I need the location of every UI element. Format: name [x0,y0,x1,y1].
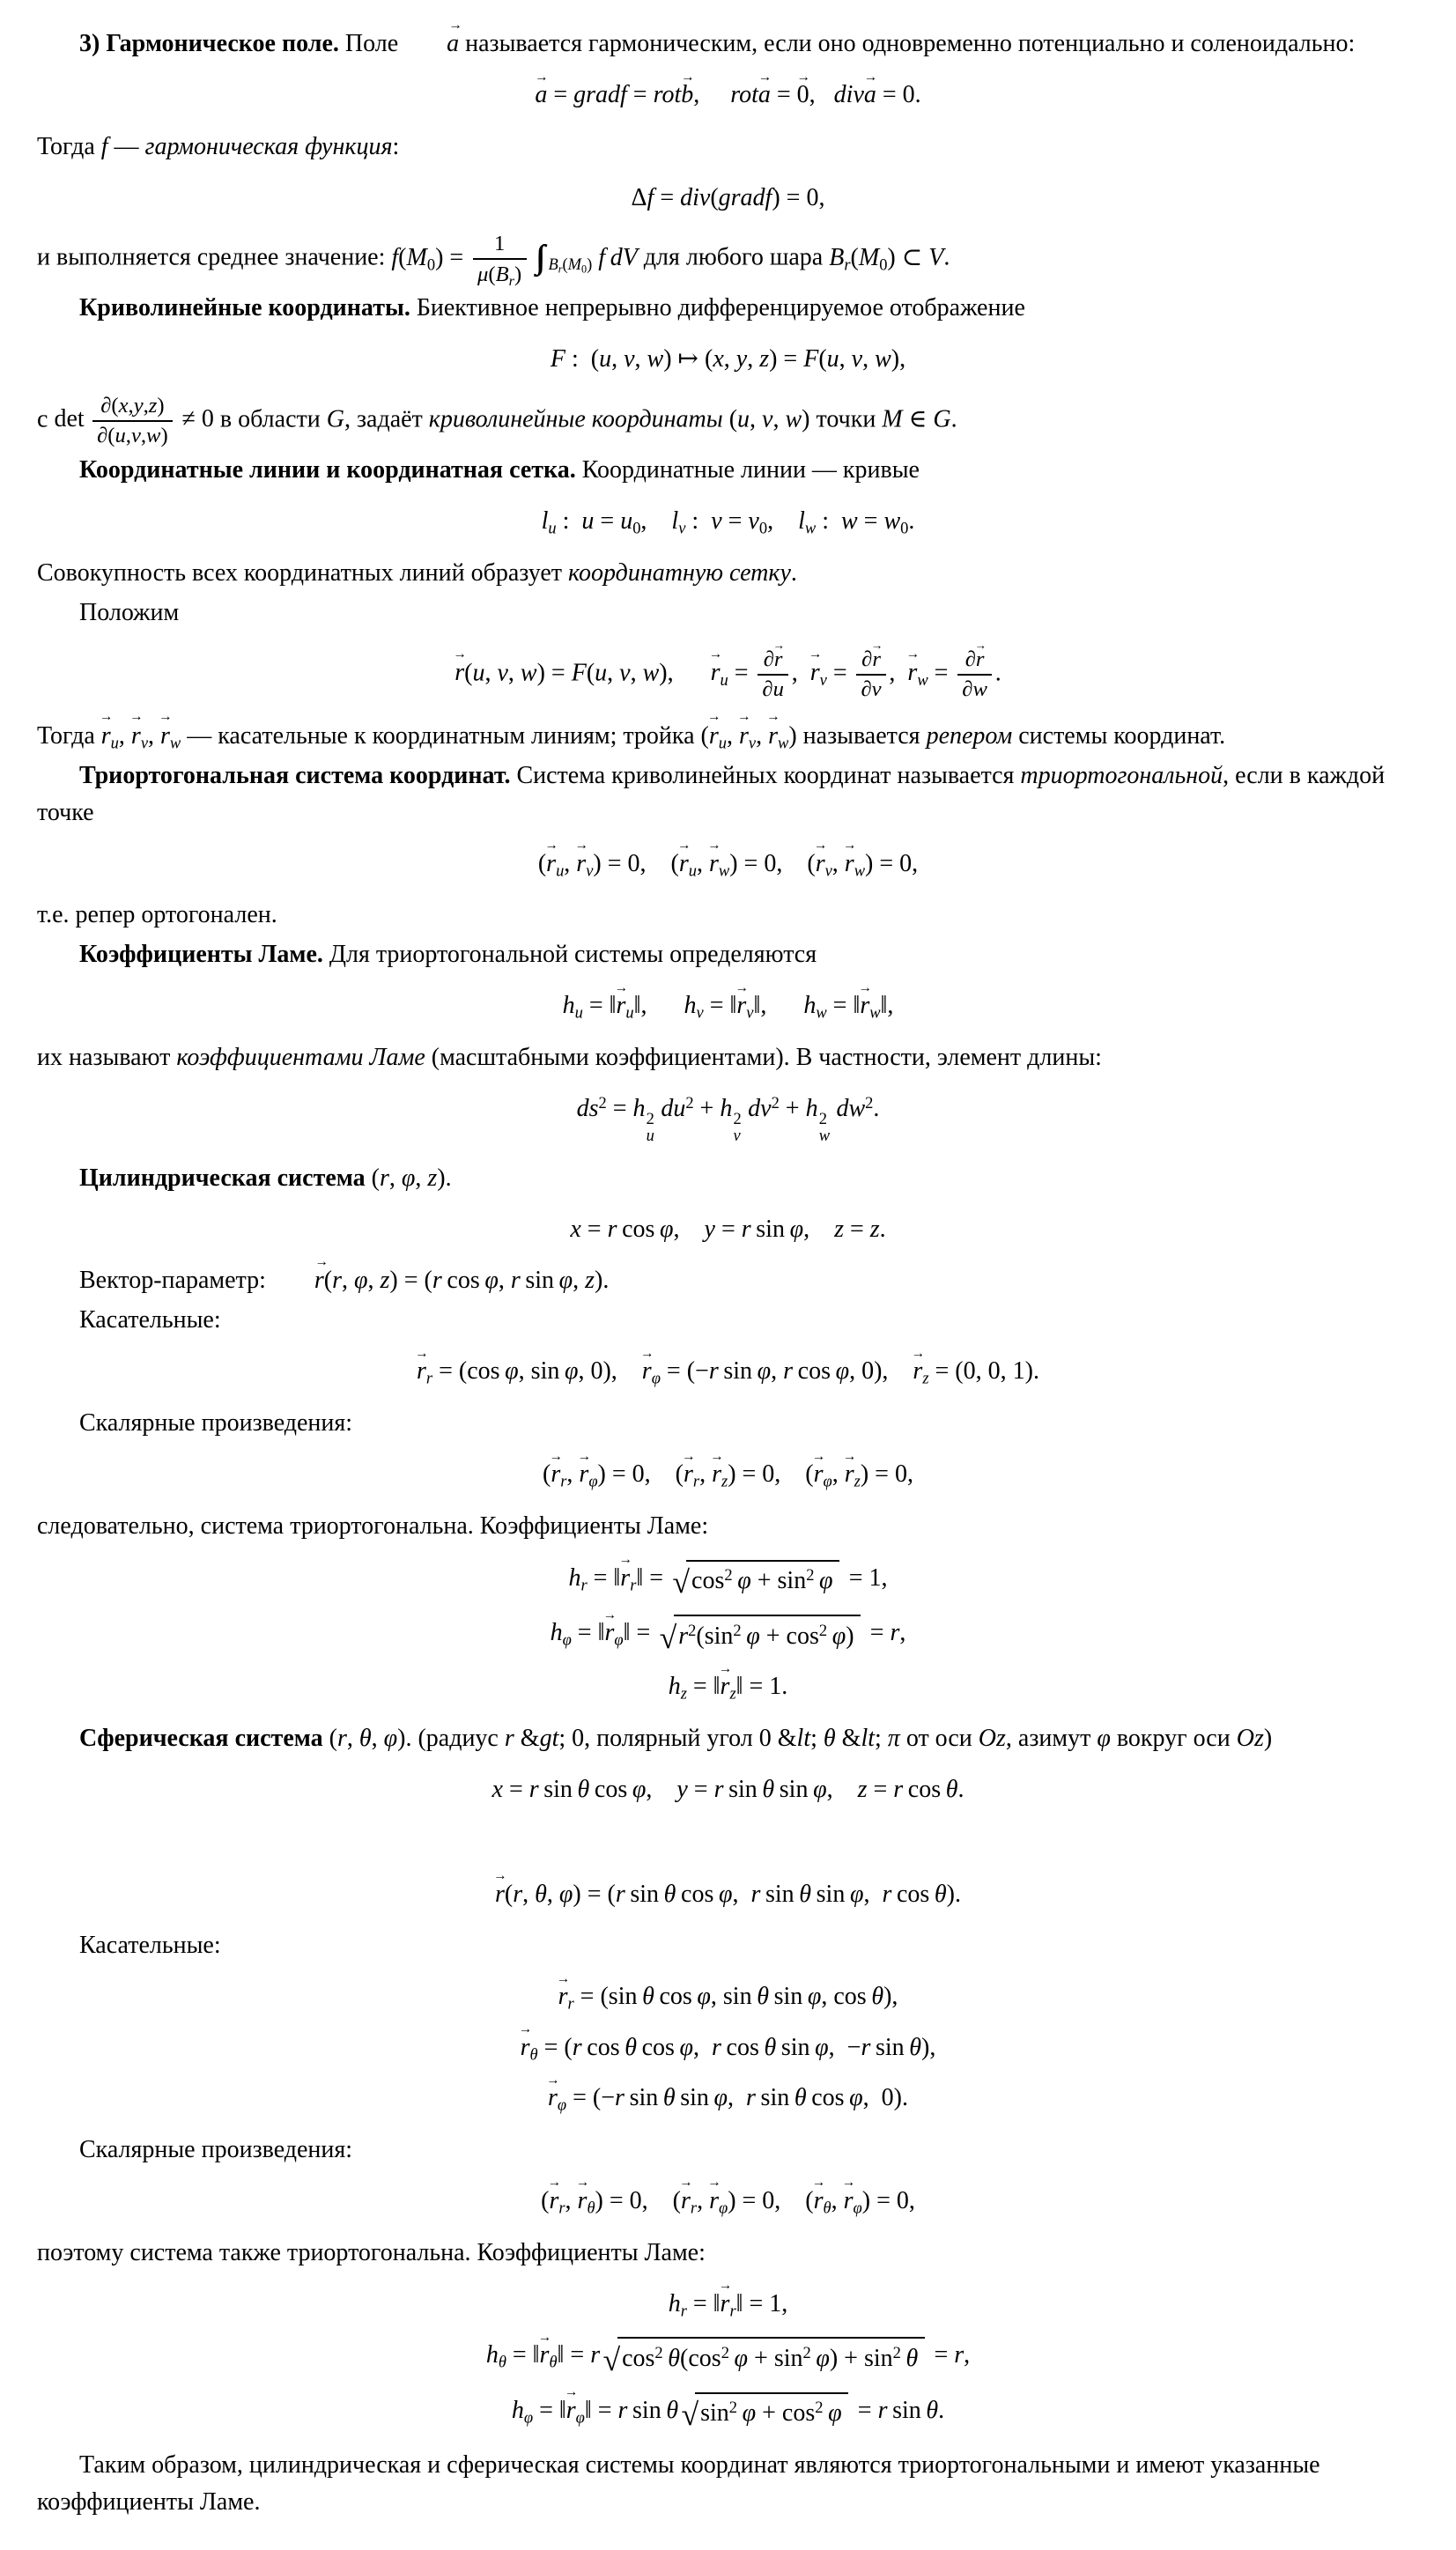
paragraph: т.е. репер ортогонален. [37,901,277,929]
paragraph: Коэффициенты Ламе. Для триортогональной системы определяются [79,941,817,969]
vector: → r [160,718,170,755]
equation: (→ $r_r$, → $r_\varphi) = 0$, (→ $r_r$, → $r_z) = 0$, (→ $r_\varphi$, → $r_z) = 0$, [37,1457,1419,1493]
fraction: $\frac{1}{\mu(B_r)}$ [473,231,527,287]
vector: → r [558,1979,568,2015]
paragraph: Координатные линии и координатная сетка. Координатные линии — кривые [79,455,920,484]
vector: → a [535,78,547,114]
sub-sup: 2 v [733,1109,742,1145]
vector: → r [566,2393,576,2429]
paragraph: Цилиндрическая система (r, φ, z). [79,1164,452,1192]
equation: $h_z$ = ‖→ $r_z‖ = 1$. [37,1669,1419,1705]
equation: $h_u$ = ‖→ $r_u‖$, $h_v$ = ‖→ $r_v‖$, $h_w$ = ‖→ $r_w‖$, [37,988,1419,1024]
vector: → r [907,655,917,691]
square-root: √ $\cos^2 \varphi + \sin^2 \varphi$ [672,1560,839,1600]
paragraph: Триортогональная система координат. Система криволинейных координат называется триортогональной, если в каждой точке [37,761,1386,826]
paragraph: Криволинейные координаты. Биективное непрерывно дифференцируемое отображение [79,294,1025,322]
vector: → r [712,1457,721,1493]
paragraph: Положим [79,598,180,626]
vector: → a [864,78,876,114]
equation: → r(u, v, w) = F(u, v, w), → $r_u$ = $\frac{\partial\to r}{\partial u}$ , → $r_v$ = $\frac{\partial\to r}{\partial v}$ , → $r_w$ = $\frac{\partial\to r}{\partial w}$ . [37,647,1419,703]
vector: → r [455,655,464,691]
equation: → $r_r = (\sin$ θ cos φ, sin θ sin φ, cos θ), [37,1979,1419,2015]
square-root: √ $\sin^2 \varphi + \cos^2 \varphi$ [681,2392,848,2432]
vector: → a [758,78,771,114]
vector: → r [814,1457,824,1493]
vector: → r [548,2081,558,2117]
vector: → 0 [797,78,809,114]
vector: → r [814,2184,824,2220]
vector: → r [551,1457,560,1493]
vector: → r [546,846,556,883]
vector: → r [101,718,111,755]
vector: → r [681,2184,691,2220]
vector: → r [684,1457,693,1493]
paragraph: с det $\frac{\partial(x,y,z)}{\partial(u,v,w)}$ ≠ 0 в области G, задаёт криволинейные координаты (u, v, w) точки M ∈ G. [37,393,957,448]
equation: (→ $r_u$, → $r_v) = 0$, (→ $r_u$, → $r_w) = 0$, (→ $r_v$, → $r_w) = 0$, [37,846,1419,883]
vector: → r [131,718,141,755]
square-root: √ $r^2(\sin^2$ $\varphi + \cos^2 \varphi$) [660,1615,861,1654]
vector: → r [272,1262,324,1299]
vector: → r [642,1354,652,1390]
vector: → r [540,2338,550,2374]
vector: → r [620,1561,630,1597]
equation: → a = gradf = rot→ b, rot→ a = → 0, div→ a = 0. [37,78,1419,114]
paragraph: поэтому система также триортогональна. Коэффициенты Ламе: [37,2238,706,2266]
vertical-space [37,1823,1419,1862]
equation: → $r_\varphi = (-r$ sin θ sin φ, r sin θ cos φ, 0). [37,2081,1419,2117]
equation: $h_r$ = ‖→ $r_r‖ = 1$, [37,2287,1419,2323]
paragraph: Совокупность всех координатных линий образует координатную сетку. [37,558,797,587]
sub-sup: 2 u [646,1109,654,1145]
paragraph: Скалярные произведения: [79,2135,353,2163]
vector: → r [709,846,719,883]
vector: → r [845,846,854,883]
paragraph: Касательные: [79,1932,221,1960]
vector: → r [721,1669,730,1705]
paragraph: их называют коэффициентами Ламе (масштабными коэффициентами). В частности, элемент длины: [37,1043,1102,1071]
paragraph: 3) Гармоническое поле. Поле → a называется гармоническим, если оно одновременно потенциально и соленоидально: [37,26,1419,63]
equation: $l_u$ : $u = u_0$, $l_v$ : $v = v_0$, $l_w$ : $w = w_0$. [541,506,915,537]
vector: → r [579,1457,588,1493]
vector: → a [404,26,459,63]
vector: → r [872,647,881,673]
equation: $ds^2 = h$ 2 u $du^2 + h$ 2 v $dv^2 + h$ 2 w $dw^2$. [576,1093,880,1145]
vector: → r [860,988,869,1024]
vector: → r [679,846,689,883]
vector: → r [844,2184,854,2220]
fraction: $\frac{\partial\to r}{\partial w}$ [957,647,992,703]
square-root: √ $\cos^2 \theta(\cos^2$ $\varphi + \sin^2 \varphi) + \sin^2 \theta$ [602,2337,925,2376]
fraction: $\frac{\partial\to r}{\partial v}$ [856,647,886,703]
equation: $h_r$ = ‖→ $r_r‖$ = √ $\cos^2 \varphi + \sin^2 \varphi$ = 1, [37,1560,1419,1600]
vector: → r [709,718,719,755]
equation: Δf = div(gradf) = 0, [631,183,825,211]
vector: → r [845,1457,854,1493]
vector: → r [711,655,721,691]
document-body [37,26,1419,2521]
equation: → $r_\theta = (r$ cos θ cos φ, r cos θ sin φ, −r sin θ), [37,2030,1419,2066]
paragraph: Сферическая система (r, θ, φ). (радиус r &gt; 0, полярный угол 0 &lt; θ &lt; π от оси Oz, азимут φ вокруг оси Oz) [79,1724,1273,1752]
vector: → r [976,647,985,673]
vector: → r [576,846,586,883]
equation: → $r_r = (\cos$ φ, sin φ, 0), → $r_\varphi = (-r$ sin φ, r cos φ, 0), → $r_z = (0$, 0, 1). [37,1354,1419,1390]
equation: → r(r, θ, φ) = (r sin θ cos φ, r sin θ sin φ, r cos θ). [37,1877,1419,1913]
vector: → r [616,988,625,1024]
equation: x = r cos φ, y = r sin φ, z = z. [570,1215,886,1243]
paragraph: Вектор-параметр: → r(r, φ, z) = (r cos φ, r sin φ, z). [37,1262,1419,1299]
vector: → r [604,1615,614,1652]
vector: → r [549,2184,558,2220]
equation: $h_\theta$ = ‖→ $r_\theta‖ = r$ √ $\cos^2 \theta(\cos^2$ $\varphi + \sin^2 \varphi) + \sin^2 \theta$ = r, [37,2337,1419,2376]
paragraph: следовательно, система триортогональна. Коэффициенты Ламе: [37,1512,709,1540]
equation: (→ $r_r$, → $r_\theta) = 0$, (→ $r_r$, → $r_\varphi) = 0$, (→ $r_\theta$, → $r_\varphi) = 0$, [37,2184,1419,2220]
paragraph: Таким образом, цилиндрическая и сферическая системы координат являются триортогональными и имеют указанные коэффициенты Ламе. [37,2450,1320,2516]
fraction: $\frac{\partial(x,y,z)}{\partial(u,v,w)}$ [92,393,173,449]
vector: → r [417,1354,426,1390]
sub-sup: 2 w [818,1109,831,1145]
equation: F : (u, v, w) ↦ (x, y, z) = F(u, v, w), [550,345,906,373]
vector: → b [681,78,693,114]
vector: → r [495,1877,505,1913]
equation: $h_\varphi$ = ‖→ $r_\varphi‖$ = √ $r^2(\sin^2$ $\varphi + \cos^2 \varphi$) = r, [37,1615,1419,1654]
paragraph: Скалярные произведения: [79,1408,353,1437]
paragraph: Тогда f — гармоническая функция: [37,132,400,160]
equation: $h_\varphi$ = ‖→ $r_\varphi‖ = r$ sin θ √ $\sin^2 \varphi + \cos^2 \varphi$ = r sin θ. [37,2392,1419,2432]
vector: → r [578,2184,588,2220]
vector: → r [768,718,778,755]
vector: → r [709,2184,719,2220]
vector: → r [774,647,783,673]
paragraph: Тогда → $r_u$, → $r_v$, → $r_w$ — касательные к координатным линиям; тройка (→ $r_u$, → $r_v$, → $r_w$) называется репером системы координат. [37,718,1419,755]
equation: x = r sin θ cos φ, y = r sin θ sin φ, z = r cos θ. [491,1775,965,1803]
vector: → r [521,2030,530,2066]
vector: → r [739,718,749,755]
paragraph: и выполняется среднее значение: $f(M_0)$ = $\frac{1}{\mu(B_r)}$ ∫∫∫ $_{B_r(M_0)}$ f dV для любого шара $B_r(M_0)$ ⊂ V. [37,232,950,289]
vector: → r [736,988,746,1024]
fraction: $\frac{\partial\to r}{\partial u}$ [758,647,788,703]
vector: → r [721,2287,730,2323]
vector: → r [913,1354,922,1390]
paragraph: Касательные: [79,1306,221,1334]
triple-integral: ∫∫∫ [536,239,537,277]
vector: → r [816,846,825,883]
vector: → r [810,655,820,691]
